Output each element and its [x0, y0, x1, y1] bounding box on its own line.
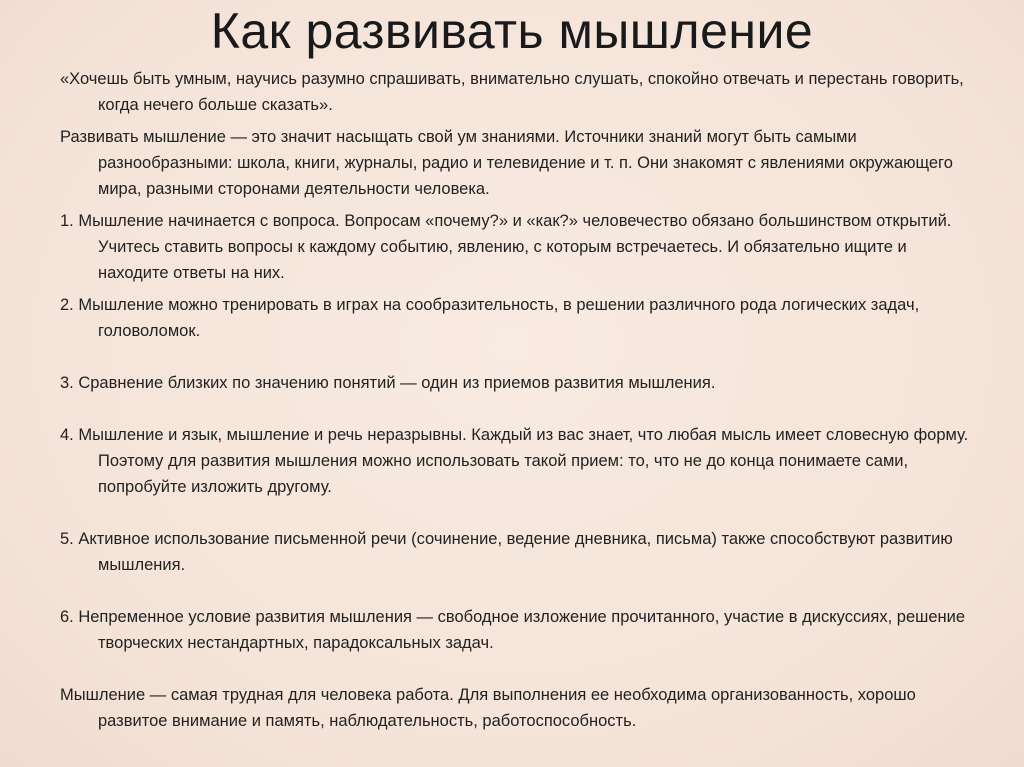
point-4-paragraph: 4. Мышление и язык, мышление и речь неразрывны. Каждый из вас знает, что любая мысль имеет словесную форму. Поэтому для развития мышления можно использовать такой прием: то, что не до конца понимаете сами, попробуйте изложить другому.: [60, 426, 969, 496]
point-5-paragraph: 5. Активное использование письменной речи (сочинение, ведение дневника, письма) также способствуют развитию мышления.: [60, 530, 953, 574]
point-3-paragraph: 3. Сравнение близких по значению понятий — один из приемов развития мышления.: [60, 374, 716, 392]
point-1-paragraph: 1. Мышление начинается с вопроса. Вопросам «почему?» и «как?» человечество обязано большинством открытий. Учитесь ставить вопросы к каждому событию, явлению, с которым встречаетесь. И обязательно ищите и находите ответы на них.: [60, 212, 952, 282]
quote-paragraph: «Хочешь быть умным, научись разумно спрашивать, внимательно слушать, спокойно отвечать и перестань говорить, когда нечего больше сказать».: [60, 70, 964, 114]
intro-paragraph: Развивать мышление — это значит насыщать свой ум знаниями. Источники знаний могут быть самыми разнообразными: школа, книги, журналы, радио и телевидение и т. п. Они знакомят с явлениями окружающего мира, разными сторонами деятельности человека.: [60, 128, 953, 198]
slide-title: Как развивать мышление: [210, 3, 814, 59]
conclusion-paragraph: Мышление — самая трудная для человека работа. Для выполнения ее необходима организованность, хорошо развитое внимание и память, наблюдательность, работоспособность.: [60, 686, 916, 730]
slide-body: [60, 64, 980, 734]
point-2-paragraph: 2. Мышление можно тренировать в играх на сообразительность, в решении различного рода логических задач, головоломок.: [60, 296, 920, 340]
point-6-paragraph: 6. Непременное условие развития мышления — свободное изложение прочитанного, участие в дискуссиях, решение творческих нестандартных, парадоксальных задач.: [60, 608, 966, 652]
